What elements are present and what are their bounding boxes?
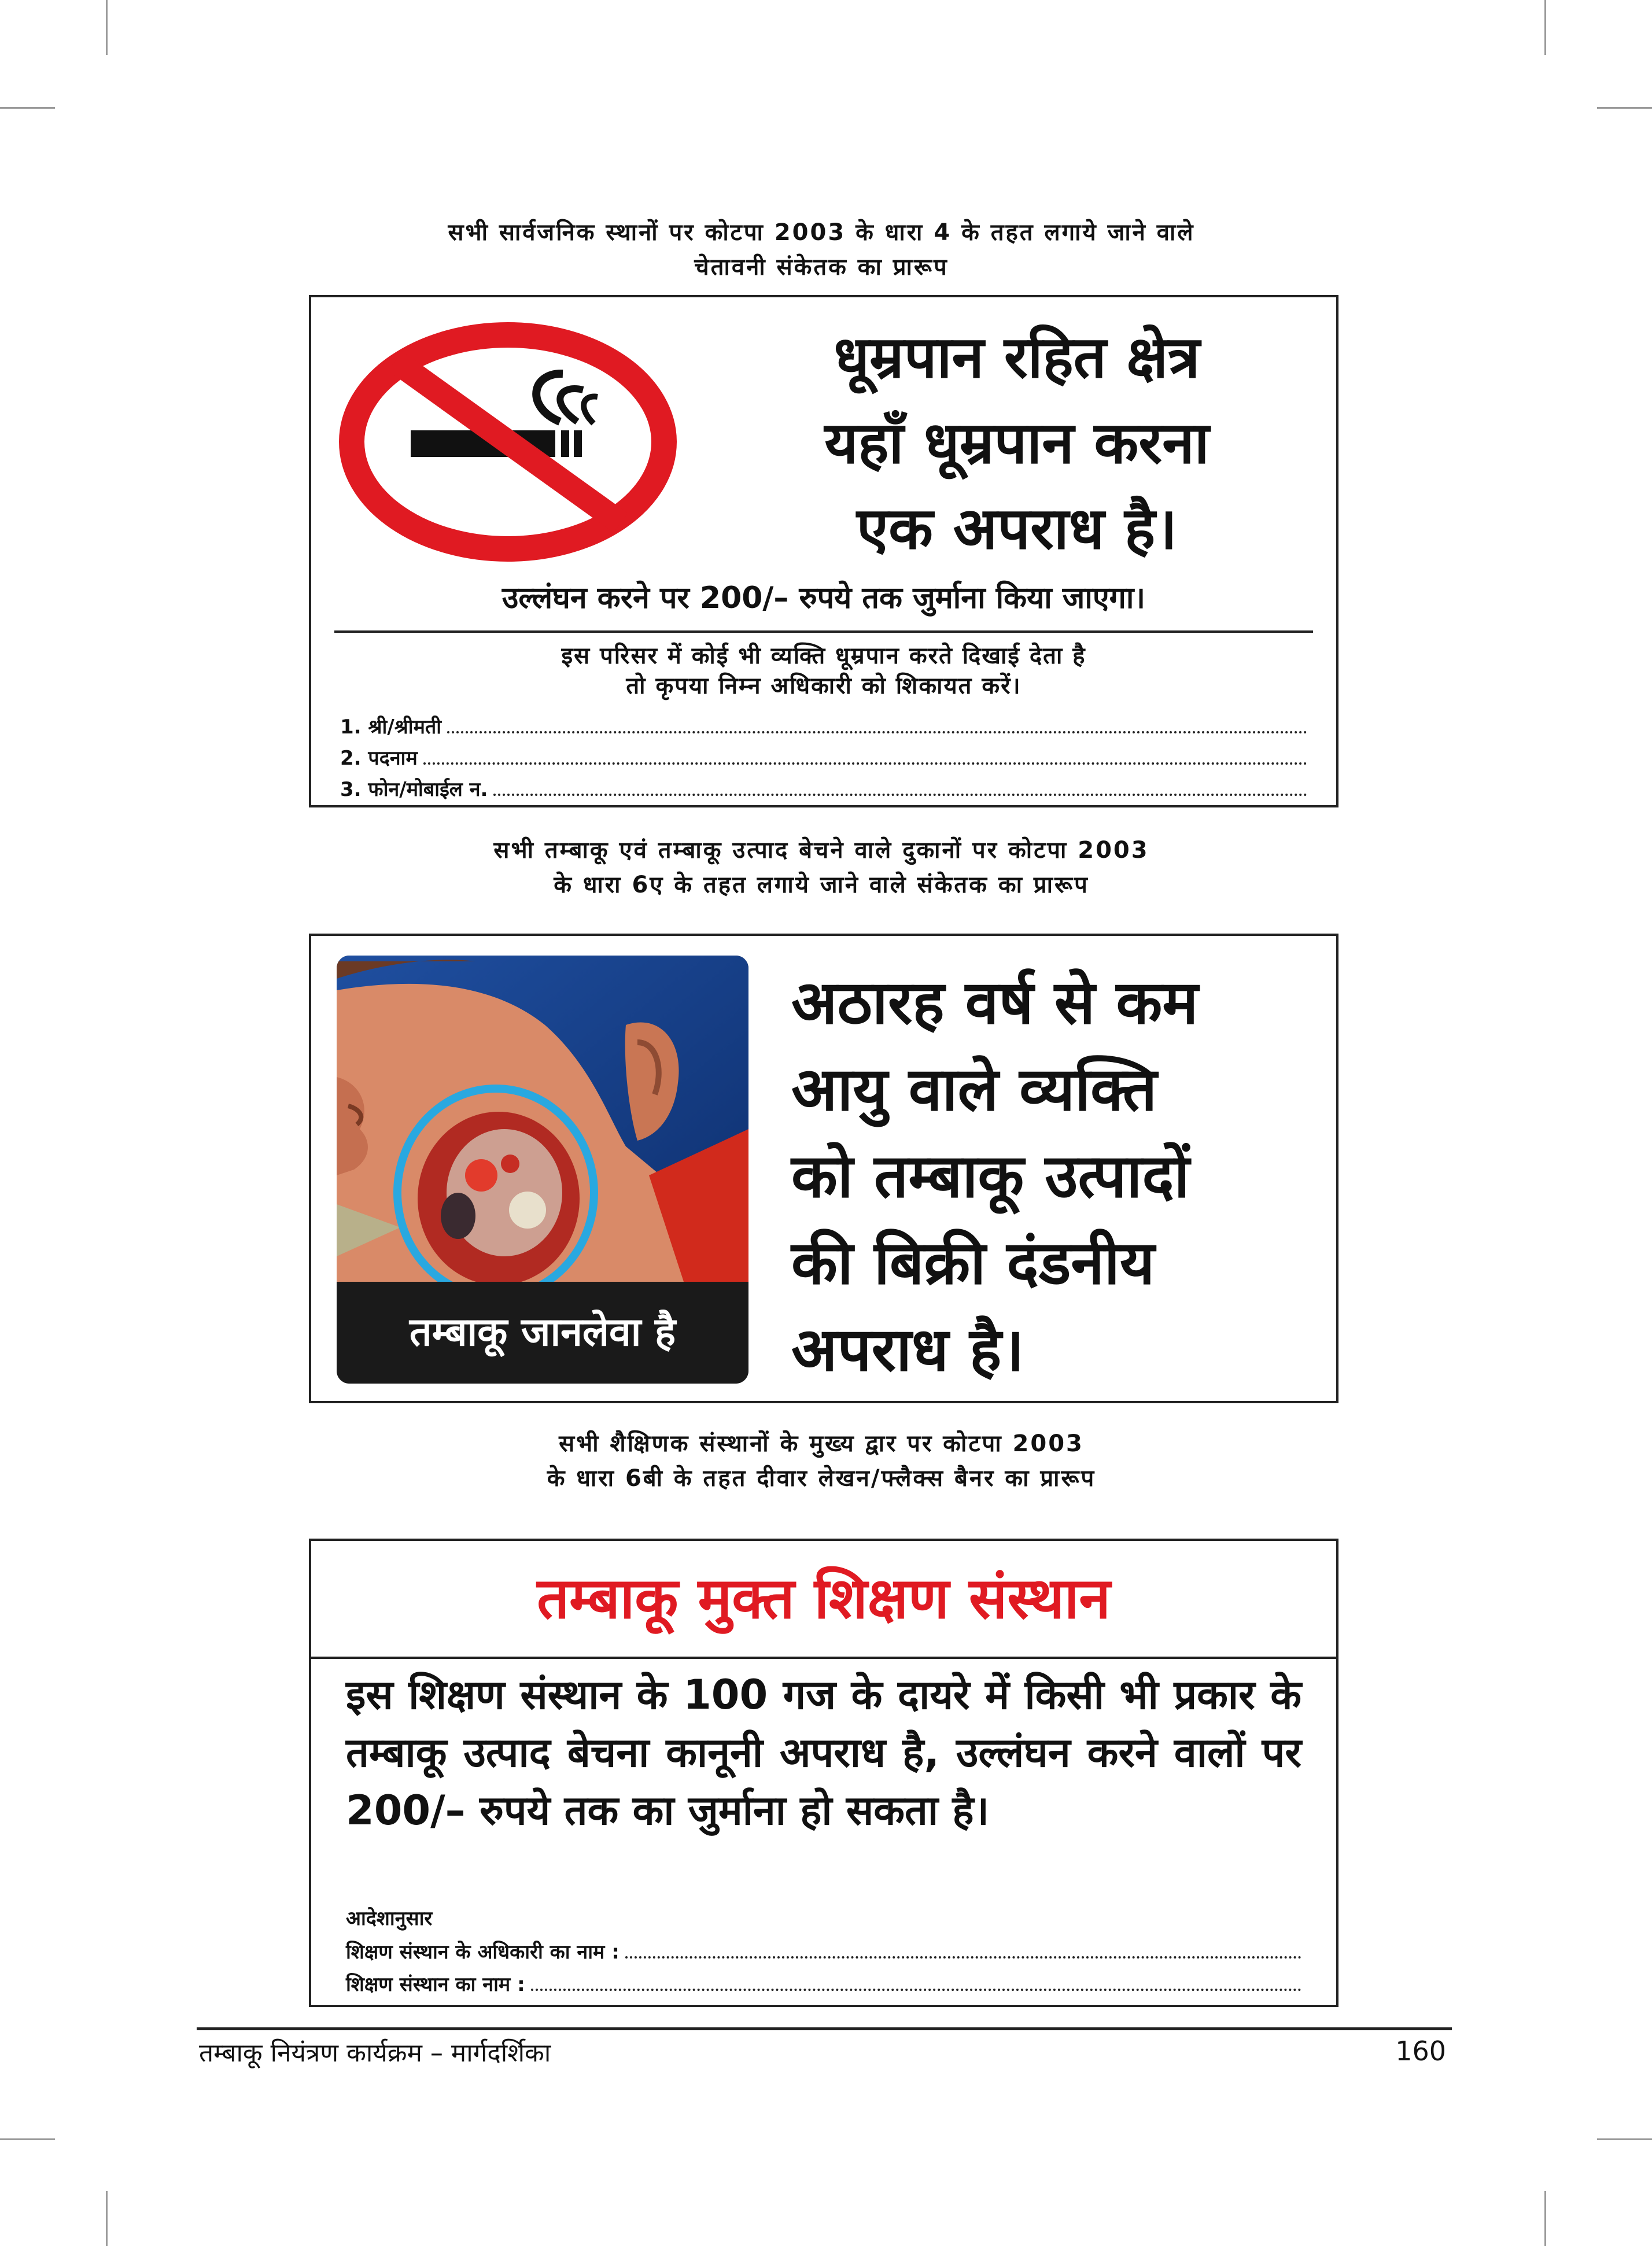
- headline-line: एक अपराध है।: [856, 495, 1178, 562]
- headline-line: की बिक्री दंडनीय: [791, 1227, 1155, 1298]
- field-label: 1. श्री/श्रीमती: [340, 716, 442, 739]
- crop-mark: [1544, 0, 1546, 55]
- photo-caption: तम्बाकू जानलेवा है: [337, 1282, 748, 1384]
- field-label: शिक्षण संस्थान के अधिकारी का नाम :: [346, 1941, 620, 1964]
- caption-line: सभी तम्बाकू एवं तम्बाकू उत्पाद बेचने वाले दुकानों पर कोटपा 2003: [493, 837, 1149, 864]
- caption-line: के धारा 6ए के तहत लगाये जाने वाले संकेतक का प्रारूप: [554, 872, 1089, 898]
- dotted-line: [531, 1988, 1301, 1991]
- crop-mark: [106, 2191, 108, 2246]
- crop-mark: [1597, 2138, 1652, 2140]
- divider: [334, 630, 1313, 633]
- footer-rule: [197, 2027, 1452, 2030]
- page-number: 160: [1395, 2035, 1446, 2067]
- form-field-institution-name: [346, 1964, 1301, 1997]
- sign-headline: [791, 959, 1329, 1393]
- crop-mark: [0, 2138, 55, 2140]
- dotted-line: [493, 793, 1307, 796]
- banner-title: तम्बाकू मुक्त शिक्षण संस्थान: [311, 1541, 1336, 1659]
- institution-fields: [346, 1932, 1301, 1997]
- underage-sale-sign: [309, 934, 1338, 1403]
- section-caption-2: [243, 833, 1400, 902]
- crop-mark: [106, 0, 108, 55]
- no-smoking-icon: [334, 320, 681, 563]
- form-field-designation: [340, 739, 1307, 770]
- field-label: 2. पदनाम: [340, 747, 418, 770]
- headline-line: को तम्बाकू उत्पादों: [791, 1141, 1190, 1211]
- complaint-line: इस परिसर में कोई भी व्यक्ति धूम्रपान करते दिखाई देता है: [561, 643, 1086, 669]
- caption-line: चेतावनी संकेतक का प्रारूप: [694, 254, 949, 281]
- sign-headline: [710, 315, 1323, 571]
- caption-line: सभी शैक्षिणक संस्थानों के मुख्य द्वार पर कोटपा 2003: [559, 1430, 1084, 1457]
- caption-line: सभी सार्वजनिक स्थानों पर कोटपा 2003 के धारा 4 के तहत लगाये जाने वाले: [448, 219, 1195, 246]
- section-caption-1: [243, 215, 1400, 285]
- headline-line: धूम्रपान रहित क्षेत्र: [834, 323, 1200, 391]
- banner-body: इस शिक्षण संस्थान के 100 गज के दायरे में किसी भी प्रकार के तम्बाकू उत्पाद बेचना कानूनी अपराध है, उल्लंघन करने वालों पर 200/– रुपये तक का जुर्माना हो सकता है।: [346, 1671, 1301, 1834]
- crop-mark: [1597, 107, 1652, 109]
- complaint-line: तो कृपया निम्न अधिकारी को शिकायत करें।: [626, 673, 1022, 699]
- complaint-notice: [334, 641, 1313, 701]
- tobacco-free-school-banner: [309, 1539, 1338, 2007]
- form-field-officer-name: [346, 1932, 1301, 1964]
- dotted-line: [625, 1956, 1301, 1959]
- order-label: आदेशानुसार: [346, 1907, 433, 1930]
- form-field-phone: [340, 770, 1307, 802]
- headline-line: अठारह वर्ष से कम: [791, 967, 1199, 1038]
- section-caption-3: [243, 1426, 1400, 1496]
- field-label: 3. फोन/मोबाईल न.: [340, 778, 488, 801]
- form-field-name: [340, 708, 1307, 739]
- contact-fields: [340, 708, 1307, 802]
- field-label: शिक्षण संस्थान का नाम :: [346, 1973, 525, 1996]
- headline-line: अपराध है।: [791, 1314, 1024, 1385]
- face-illustration: [337, 956, 748, 1282]
- caption-line: के धारा 6बी के तहत दीवार लेखन/फ्लैक्स बैनर का प्रारूप: [547, 1465, 1096, 1492]
- crop-mark: [1544, 2191, 1546, 2246]
- crop-mark: [0, 107, 55, 109]
- oral-cancer-photo: [337, 956, 748, 1384]
- dotted-line: [423, 762, 1307, 765]
- no-smoking-sign: [309, 295, 1338, 807]
- footer-title: तम्बाकू नियंत्रण कार्यक्रम – मार्गदर्शिका: [199, 2038, 551, 2068]
- dotted-line: [447, 731, 1307, 733]
- headline-line: यहाँ धूम्रपान करना: [824, 409, 1210, 477]
- fine-notice: उल्लंघन करने पर 200/– रुपये तक जुर्माना किया जाएगा।: [502, 581, 1146, 615]
- headline-line: आयु वाले व्यक्ति: [791, 1054, 1157, 1124]
